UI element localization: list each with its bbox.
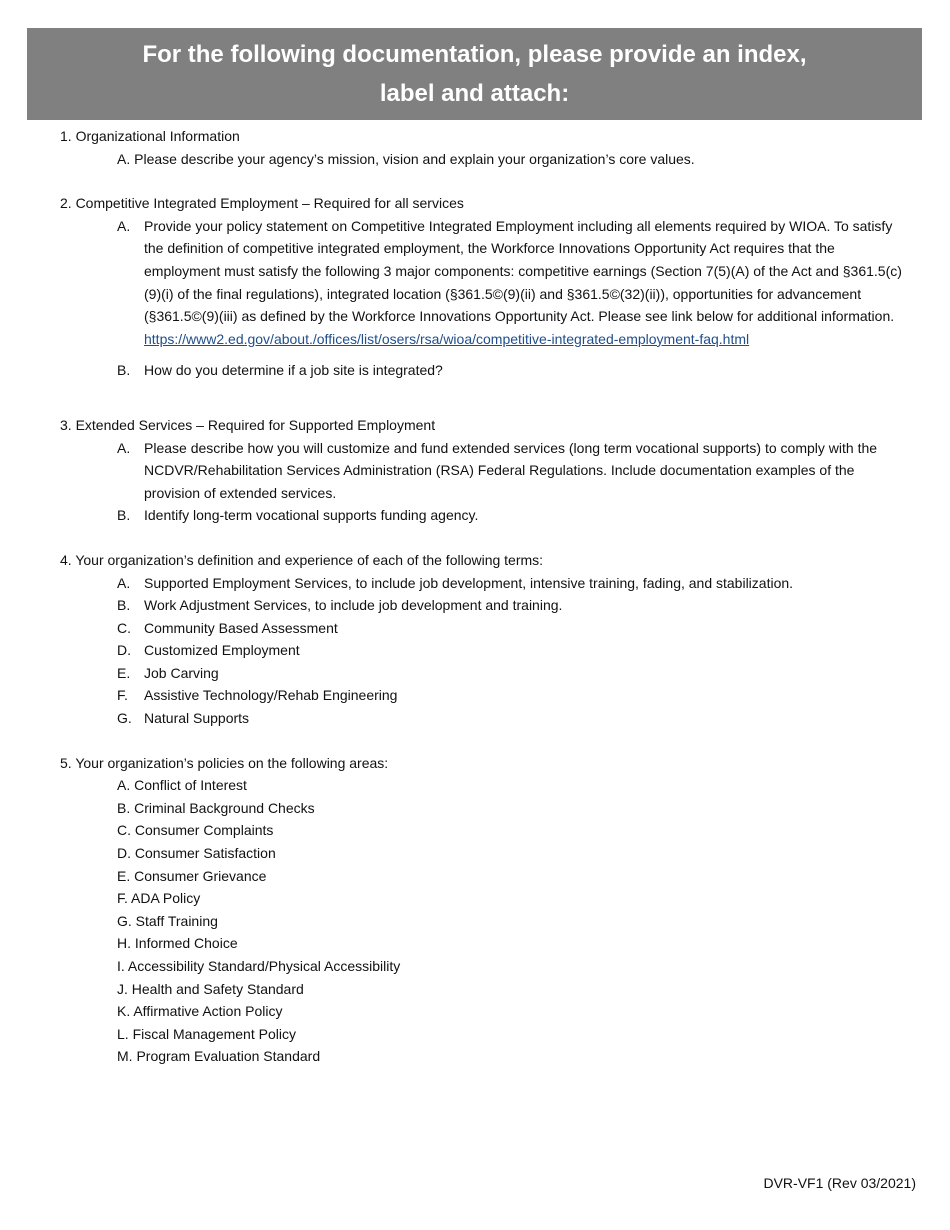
item-text: Job Carving <box>144 664 219 681</box>
list-item: B. Criminal Background Checks <box>117 799 315 816</box>
list-item <box>117 215 905 351</box>
banner-line-2: label and attach: <box>379 80 570 107</box>
item-marker: B. <box>117 362 131 379</box>
item-text: How do you determine if a job site is integrated? <box>144 362 443 379</box>
cie-faq-link[interactable]: https://www2.ed.gov/about./offices/list/osers/rsa/wioa/competitive-integrated-employment-faq.html <box>144 330 750 347</box>
item-text: Identify long-term vocational supports funding agency. <box>144 507 479 524</box>
item-marker: D. <box>117 642 131 659</box>
list-item <box>117 617 905 640</box>
section-title: 2. Competitive Integrated Employment – Required for all services <box>60 195 464 212</box>
list-item: D. Consumer Satisfaction <box>117 845 276 862</box>
list-item <box>117 437 905 505</box>
section-items <box>60 437 905 527</box>
item-marker: B. <box>117 597 131 614</box>
list-item <box>117 707 905 730</box>
section-items <box>60 774 905 1068</box>
document-body <box>60 125 905 1068</box>
section-title: 3. Extended Services – Required for Supported Employment <box>60 416 436 433</box>
item-text: Natural Supports <box>144 710 250 727</box>
list-item <box>117 504 905 527</box>
list-item: G. Staff Training <box>117 912 218 929</box>
item-marker: B. <box>117 507 131 524</box>
list-item: H. Informed Choice <box>117 935 238 952</box>
page-banner <box>27 28 922 120</box>
item-text: Customized Employment <box>144 642 300 659</box>
item-text: Please describe how you will customize and fund extended services (long term vocational supports) to comply with the NCDVR/Rehabilitation Services Administration (RSA) Federal Regulations. Include documentation examples of the provision of extended services. <box>144 439 878 501</box>
list-item <box>117 662 905 685</box>
item-marker: A. <box>117 439 131 456</box>
list-item: A. Please describe your agency’s mission, vision and explain your organization’s core values. <box>117 150 695 167</box>
section-title: 5. Your organization’s policies on the following areas: <box>60 754 389 771</box>
section-items <box>60 215 905 382</box>
list-item <box>117 594 905 617</box>
item-marker: E. <box>117 664 131 681</box>
section-items <box>60 148 905 171</box>
section-competitive-integrated-employment <box>60 192 905 382</box>
list-item <box>117 359 905 382</box>
list-item: E. Consumer Grievance <box>117 867 267 884</box>
section-items <box>60 572 905 730</box>
form-id-footer: DVR-VF1 (Rev 03/2021) <box>763 1175 916 1191</box>
item-marker: A. <box>117 574 131 591</box>
list-item: C. Consumer Complaints <box>117 822 274 839</box>
list-item: K. Affirmative Action Policy <box>117 1003 283 1020</box>
list-item: L. Fiscal Management Policy <box>117 1025 296 1042</box>
section-title: 1. Organizational Information <box>60 128 240 144</box>
item-text: Assistive Technology/Rehab Engineering <box>144 687 398 704</box>
list-item: J. Health and Safety Standard <box>117 980 304 997</box>
section-organization-policies <box>60 752 905 1068</box>
list-item <box>117 639 905 662</box>
section-title: 4. Your organization’s definition and experience of each of the following terms: <box>60 551 544 568</box>
list-item: I. Accessibility Standard/Physical Accessibility <box>117 958 401 974</box>
list-item: A. Conflict of Interest <box>117 777 247 794</box>
item-text: Work Adjustment Services, to include job development and training. <box>144 597 563 614</box>
banner-line-1: For the following documentation, please provide an index, <box>142 41 807 68</box>
item-marker: G. <box>117 710 132 727</box>
item-text: Provide your policy statement on Competitive Integrated Employment including all elements required by WIOA. To satisfy the definition of competitive integrated employment, the Workforce Innovations Opportunity Act requires that the employment must satisfy the following 3 major components: competitive earnings (Section 7(5)(A) of the Act and §361.5(c)(9)(i) of the final regulations), integrated location (§361.5©(9)(ii) and §361.5©(32)(ii)), opportunities for advancement (§361.5©(9)(iii) as defined by the Workforce Innovations Opportunity Act. Please see link below for additional information. <box>144 217 902 325</box>
item-marker: A. <box>117 217 131 234</box>
list-item: F. ADA Policy <box>117 890 201 907</box>
section-extended-services <box>60 414 905 527</box>
section-organizational-information <box>60 125 905 170</box>
list-item <box>117 572 905 595</box>
item-text: Community Based Assessment <box>144 619 338 636</box>
section-definitions-experience <box>60 549 905 730</box>
item-marker: C. <box>117 619 131 636</box>
item-marker: F. <box>117 687 128 704</box>
list-item <box>117 684 905 707</box>
item-text: Supported Employment Services, to include job development, intensive training, fading, and stabilization. <box>144 574 794 591</box>
list-item: M. Program Evaluation Standard <box>117 1048 321 1065</box>
